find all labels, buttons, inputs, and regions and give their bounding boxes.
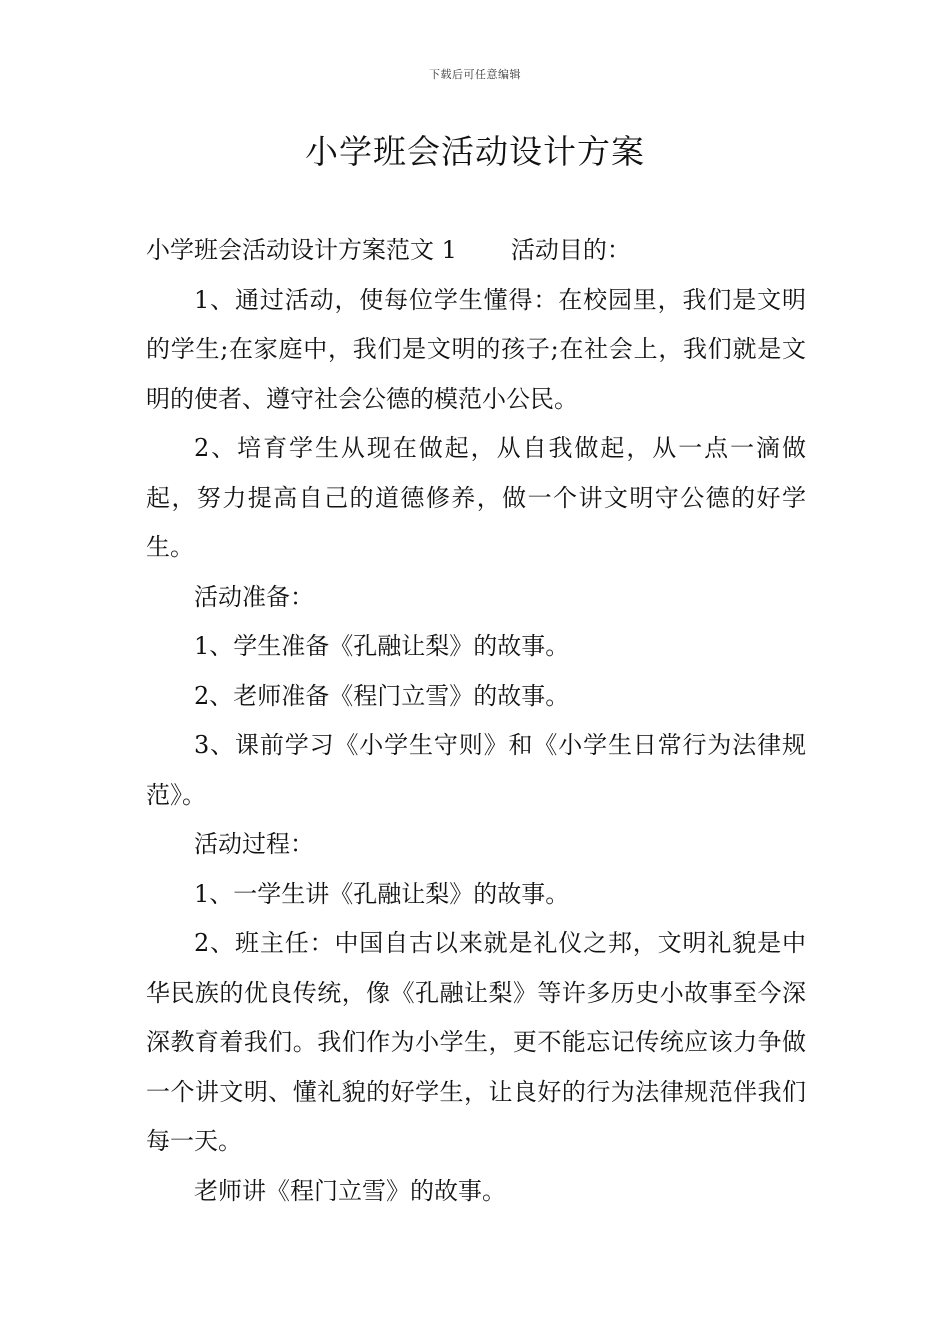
header-note: 下载后可任意编辑 [429,68,521,81]
document-title: 小学班会活动设计方案 [305,132,645,171]
intro-label: 活动目的： [510,236,631,264]
paragraph-process-2: 2、班主任：中国自古以来就是礼仪之邦，文明礼貌是中华民族的优良传统，像《孔融让梨》等许多历史小故事至今深深教育着我们。我们作为小学生，更不能忘记传统应该力争做一个讲文明、懂礼貌的好学生，让良好的行为法律规范伴我们每一天。 [146,929,806,1155]
paragraph-process-1: 1、一学生讲《孔融让梨》的故事。 [194,879,570,908]
paragraph-prep-2: 2、老师准备《程门立雪》的故事。 [194,681,570,710]
intro-heading: 小学班会活动设计方案范文 1 [146,236,457,264]
paragraph-prep-1: 1、学生准备《孔融让梨》的故事。 [194,632,570,660]
paragraph-process-3: 老师讲《程门立雪》的故事。 [194,1176,506,1205]
document-body [146,226,806,1216]
section-heading-process: 活动过程： [194,830,314,858]
section-heading-preparation: 活动准备： [194,582,314,611]
intro-line [146,226,806,276]
paragraph-goal-2: 2、培育学生从现在做起，从自我做起，从一点一滴做起，努力提高自己的道德修养，做一个讲文明守公德的好学生。 [146,434,806,561]
paragraph-prep-3: 3、课前学习《小学生守则》和《小学生日常行为法律规范》。 [146,731,806,809]
paragraph-goal-1: 1、通过活动，使每位学生懂得：在校园里，我们是文明的学生;在家庭中，我们是文明的孩子;在社会上，我们就是文明的使者、遵守社会公德的模范小公民。 [146,285,806,413]
